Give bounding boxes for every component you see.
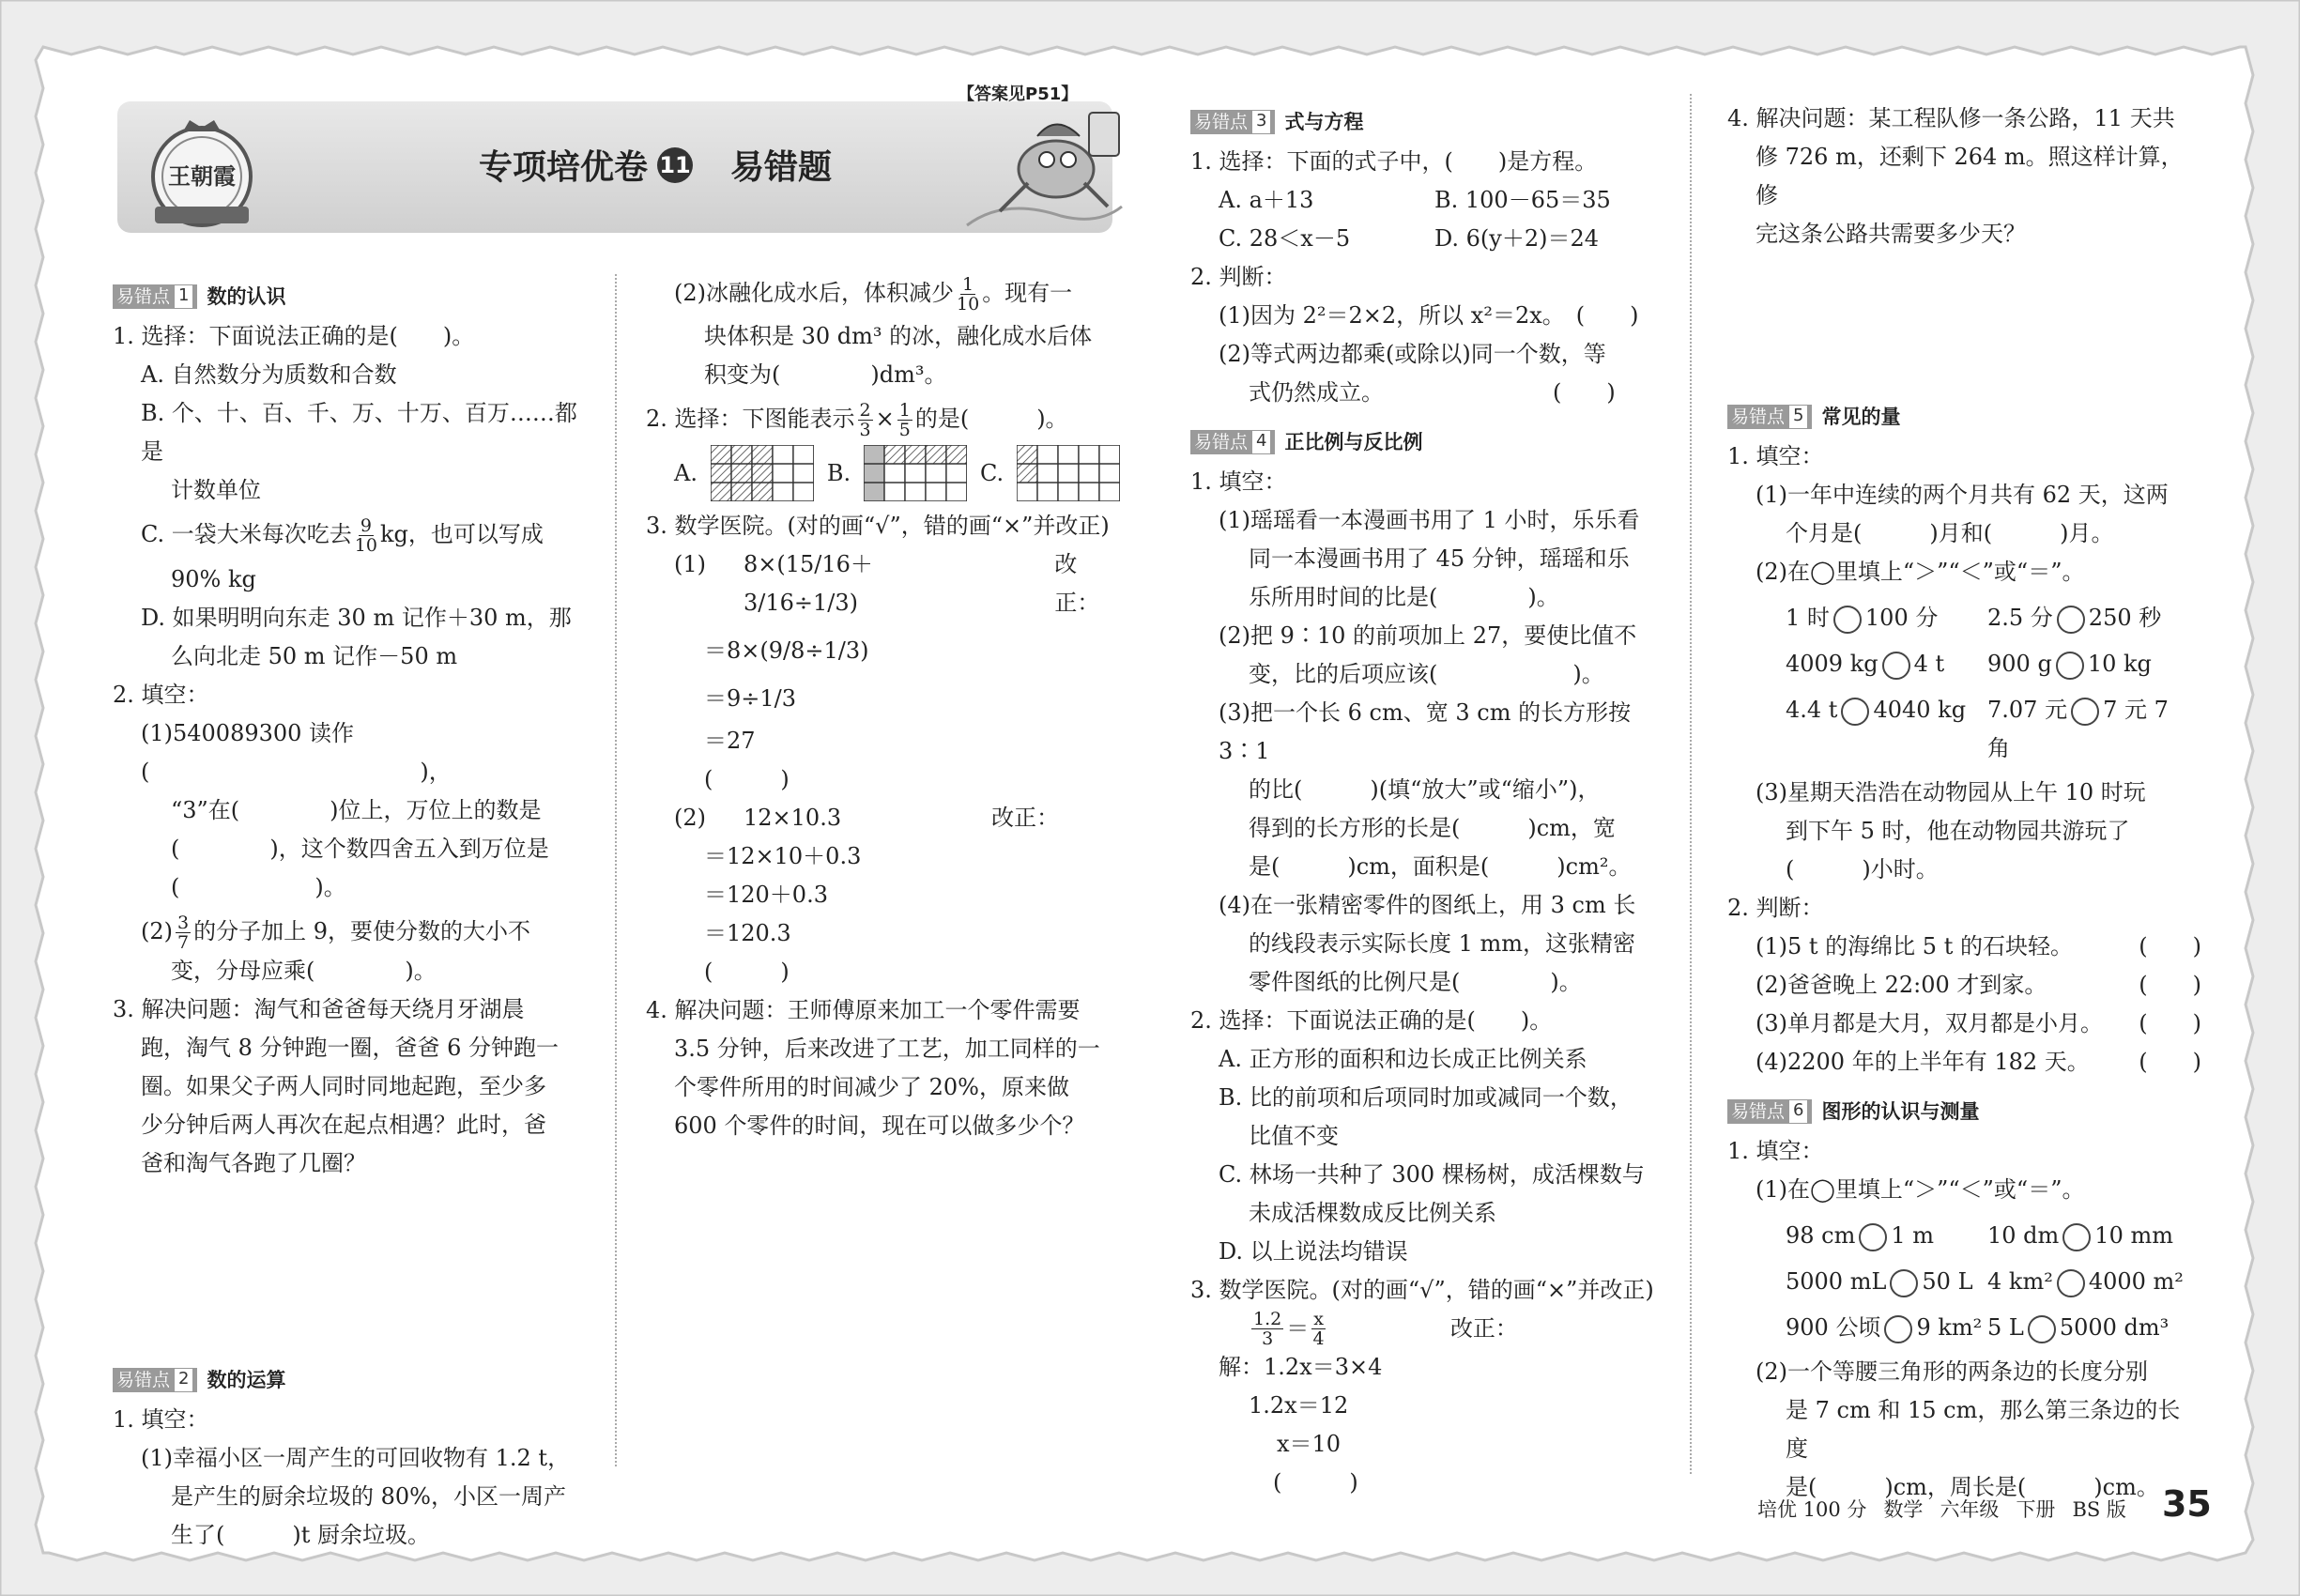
q2-1-d: ( )。 (171, 874, 346, 900)
grade: 六年级 (1940, 1498, 2000, 1521)
answer-reference: 【答案见P51】 (958, 84, 1079, 104)
q1-1-b: 个月是( )月和( )月。 (1786, 520, 2114, 546)
section-title: 式与方程 (1284, 110, 1364, 133)
q1-1: (1)幸福小区一周产生的可回收物有 1.2 t， (141, 1445, 571, 1471)
compare-circle[interactable] (2028, 1315, 2056, 1343)
q1-1: (1)瑶瑶看一本漫画书用了 1 小时，乐乐看 (1219, 507, 1640, 533)
q1-4: (4)在一张精密零件的图纸上，用 3 cm 长 (1219, 892, 1636, 918)
compare-circle[interactable] (2071, 698, 2099, 726)
question-3-line: 少分钟后两人再次在起点相遇？此时，爸 (141, 1112, 546, 1138)
q1-1-c: 生了( )t 厨余垃圾。 (171, 1522, 430, 1548)
med-2-step: ＝120.3 (704, 920, 791, 946)
question-4-line: 600 个零件的时间，现在可以做多少个？ (674, 1113, 1085, 1139)
option-c-label: C. (979, 459, 1004, 486)
question-4-line: 完这条公路共需要多少天？ (1756, 221, 2026, 247)
compare-row: 1 时 100 分 2.5 分 250 秒 (1727, 599, 2201, 637)
q1-2-b: 块体积是 30 dm³ 的冰，融化成水后体 (704, 323, 1093, 349)
option-c: C. 林场一共种了 300 棵杨树，成活棵数与 (1219, 1161, 1645, 1188)
section-4-header (1190, 423, 1664, 461)
section-title: 常见的量 (1821, 405, 1901, 428)
compare-circle[interactable] (2057, 1269, 2085, 1297)
compare-row: 4009 kg 4 t 900 g 10 kg (1727, 645, 2201, 683)
question-1: 1. 填空： (1727, 443, 1824, 469)
med-1-step: ＝27 (704, 728, 756, 754)
q1-2: (2)冰融化成水后，体积减少 $\frac{1}{10}$ 。现有一 (674, 274, 1073, 315)
question-3: 3. 解决问题：淘气和爸爸每天绕月牙湖晨 (113, 996, 525, 1022)
option-d: D. 如果明明向东走 30 m 记作＋30 m，那 (141, 605, 572, 631)
solution-step: x＝10 (1277, 1431, 1342, 1457)
question-3-line: 圈。如果父子两人同时同地起跑，至少多 (141, 1073, 546, 1099)
question-3-line: 爸和淘气各跑了几圈？ (141, 1150, 366, 1176)
title-number-badge: 11 (657, 147, 693, 183)
compare-circle[interactable] (1859, 1223, 1887, 1251)
equation-row: $\frac{1.2}{3}$ ＝ $\frac{x}{4}$ 改正： (1253, 1309, 1518, 1349)
q1-1: (1)一年中连续的两个月共有 62 天，这两 (1756, 482, 2169, 508)
judge-1: (1)因为 2²＝2×2，所以 x²＝2x。 ( ) (1219, 302, 1639, 329)
q1-2: (2)一个等腰三角形的两条边的长度分别 (1756, 1358, 2148, 1385)
q1-1: (1)在◯里填上“＞”“＜”或“＝”。 (1756, 1176, 2085, 1203)
q1-3-d: 是( )cm，面积是( )cm²。 (1249, 853, 1632, 880)
section-tag: 易错点 1 (113, 284, 197, 309)
column-divider-1 (615, 274, 617, 1466)
med-1-step: ＝8×(9/8÷1/3) (704, 637, 869, 664)
q1-3-c: ( )小时。 (1786, 856, 1939, 882)
question-1: 1. 选择：下面说法正确的是( )。 (113, 323, 475, 349)
section-3-header (1190, 103, 1664, 141)
question-4: 4. 解决问题：王师傅原来加工一个零件需要 (646, 997, 1081, 1023)
question-2: 2. 填空： (113, 682, 209, 708)
option-d-cont: 么向北走 50 m 记作－50 m (171, 643, 458, 669)
option-b-cont: 计数单位 (171, 477, 261, 503)
option-c: C. 一袋大米每次吃去 $\frac{9}{10}$ kg，也可以写成 (141, 515, 544, 556)
question-4: 4. 解决问题：某工程队修一条公路，11 天共 (1727, 105, 2175, 131)
mascot-illustration (948, 94, 1127, 235)
compare-circle[interactable] (1882, 652, 1910, 680)
q1-4-b: 的线段表示实际长度 1 mm，这张精密 (1249, 930, 1636, 957)
compare-circle[interactable] (2056, 652, 2084, 680)
compare-circle[interactable] (1890, 1269, 1918, 1297)
q1-3: (3)星期天浩浩在动物园从上午 10 时玩 (1756, 779, 2146, 806)
q2-1-b: “3”在( )位上，万位上的数是 (171, 797, 542, 823)
options-row: A. a＋13 B. 100－65＝35 (1219, 187, 1611, 213)
option-b-label: B. (826, 459, 851, 486)
question-2: 2. 选择：下图能表示 $\frac{2}{3}$ × $\frac{1}{5}$ 的是( )。 (646, 400, 1068, 440)
compare-circle[interactable] (1841, 698, 1869, 726)
page-number: 35 (2161, 1483, 2212, 1525)
med-1-step: ＝9÷1/3 (704, 685, 797, 712)
section-tag: 易错点 6 (1727, 1099, 1812, 1124)
section-2-header (113, 1361, 591, 1399)
options-row: C. 28＜x－5 D. 6(y＋2)＝24 (1219, 225, 1600, 252)
compare-row: 5000 mL 50 L 4 km² 4000 m² (1727, 1263, 2201, 1301)
q1-2-b: 变，比的后项应该( )。 (1249, 661, 1604, 687)
option-d: D. 以上说法均错误 (1219, 1238, 1408, 1265)
compare-circle[interactable] (2062, 1223, 2091, 1251)
q1-2-c: 积变为( )dm³。 (704, 361, 947, 388)
grid-figure-c (1017, 445, 1120, 501)
q2-2-b: 变，分母应乘( )。 (171, 958, 437, 984)
q1-1-c: 乐所用时间的比是( )。 (1249, 584, 1559, 610)
column-1 (113, 274, 591, 1555)
grid-figure-a (711, 445, 814, 501)
q1-4-c: 零件图纸的比例尺是( )。 (1249, 969, 1582, 995)
q1-3-b: 的比( )(填“放大”或“缩小”)， (1249, 776, 1601, 803)
section-6-header (1727, 1093, 2201, 1130)
q2-2: (2) $\frac{3}{7}$ 的分子加上 9，要使分数的大小不 (141, 913, 530, 953)
column-3 (1190, 100, 1664, 1502)
judge-2: (2)等式两边都乘(或除以)同一个数，等 (1219, 341, 1606, 367)
option-c-cont: 未成活棵数成反比例关系 (1249, 1200, 1496, 1226)
compare-circle[interactable] (1833, 606, 1862, 634)
subject: 数学 (1883, 1498, 1924, 1521)
section-title: 正比例与反比例 (1284, 430, 1423, 453)
q1-2-c: 是( )cm，周长是( )cm。 (1786, 1474, 2159, 1500)
question-1: 1. 填空： (1727, 1138, 1824, 1164)
compare-row: 98 cm 1 m 10 dm 10 mm (1727, 1217, 2201, 1255)
q1-1-b: 同一本漫画书用了 45 分钟，瑶瑶和乐 (1249, 545, 1630, 572)
q1-3-c: 得到的长方形的长是( )cm，宽 (1249, 815, 1616, 841)
page-footer (1757, 1483, 2212, 1525)
solution-step: 解：1.2x＝3×4 (1219, 1354, 1383, 1380)
judge-2: (2)爸爸晚上 22:00 才到家。 ( ) (1756, 972, 2201, 998)
section-tag: 易错点 3 (1190, 110, 1275, 134)
q1-3: (3)把一个长 6 cm、宽 3 cm 的长方形按 3∶1 (1219, 699, 1632, 764)
question-1: 1. 填空： (113, 1406, 209, 1433)
q1-3-b: 到下午 5 时，他在动物园共游玩了 (1786, 818, 2130, 844)
question-2: 2. 判断： (1190, 264, 1287, 290)
question-3-line: 跑，淘气 8 分钟跑一圈，爸爸 6 分钟跑一 (141, 1035, 560, 1061)
question-4-line: 修 726 m，还剩下 264 m。照这样计算，修 (1756, 144, 2184, 208)
compare-circle[interactable] (2057, 606, 2085, 634)
volume: 下册 (2016, 1498, 2056, 1521)
q1-2: (2)在◯里填上“＞”“＜”或“＝”。 (1756, 559, 2085, 585)
grid-figure-b (864, 445, 967, 501)
question-2: 2. 选择：下面说法正确的是( )。 (1190, 1007, 1553, 1034)
section-title: 图形的认识与测量 (1821, 1099, 1980, 1123)
fraction-figures (646, 445, 1120, 501)
logo-seal (131, 113, 272, 235)
column-4 (1727, 100, 2201, 1507)
section-tag: 易错点 5 (1727, 405, 1812, 429)
med-1-judge: ( ) (704, 766, 790, 792)
judge-1: (1)5 t 的海绵比 5 t 的石块轻。 ( ) (1756, 933, 2201, 959)
option-b-cont: 比值不变 (1249, 1123, 1339, 1149)
question-1: 1. 选择：下面的式子中，( )是方程。 (1190, 148, 1598, 175)
q2-1-c: ( )，这个数四舍五入到万位是 (171, 836, 549, 862)
title-prefix: 专项培优卷 (479, 148, 649, 187)
judge-4: (4)2200 年的上半年有 182 天。 ( ) (1756, 1049, 2201, 1075)
option-a: A. 自然数分为质数和合数 (141, 361, 397, 388)
med-1: (1) 8×(15/16＋3/16÷1/3) 改正： (674, 551, 1100, 616)
svg-text:王朝霞: 王朝霞 (168, 162, 236, 190)
section-1-header (113, 278, 591, 315)
page-title (479, 141, 832, 189)
judge-3: (3)单月都是大月，双月都是小月。 ( ) (1756, 1010, 2201, 1036)
q2-1: (1)540089300 读作( )， (141, 720, 452, 785)
option-c-cont: 90% kg (171, 566, 256, 592)
section-tag: 易错点 2 (113, 1368, 197, 1392)
section-tag: 易错点 4 (1190, 430, 1275, 454)
question-4-line: 个零件所用的时间减少了 20%，原来做 (674, 1074, 1069, 1100)
option-b: B. 比的前项和后项同时加或减同一个数， (1219, 1084, 1633, 1111)
option-a: A. 正方形的面积和边长成正比例关系 (1219, 1046, 1587, 1072)
question-2: 2. 判断： (1727, 895, 1824, 921)
section-title: 数的认识 (207, 284, 286, 308)
edition: BS 版 (2072, 1498, 2126, 1521)
compare-circle[interactable] (1884, 1315, 1912, 1343)
solution-step: 1.2x＝12 (1249, 1392, 1349, 1419)
section-title: 数的运算 (207, 1368, 286, 1391)
solution-judge: ( ) (1273, 1469, 1358, 1496)
med-2-step: ＝120＋0.3 (704, 882, 828, 908)
question-4-line: 3.5 分钟，后来改进了工艺，加工同样的一 (674, 1036, 1100, 1062)
judge-2-b: 式仍然成立。 ( ) (1249, 379, 1616, 406)
q1-2-b: 是 7 cm 和 15 cm，那么第三条边的长度 (1786, 1397, 2181, 1462)
med-2-judge: ( ) (704, 959, 790, 985)
option-b: B. 个、十、百、千、万、十万、百万……都是 (141, 400, 577, 465)
title-suffix: 易错题 (730, 148, 833, 187)
column-divider-2 (1690, 94, 1692, 1474)
med-2: (2) 12×10.3 改正： (674, 805, 1060, 831)
section-5-header (1727, 398, 2201, 436)
question-3: 3. 数学医院。(对的画“√”，错的画“×”并改正) (1190, 1277, 1654, 1303)
option-a-label: A. (674, 459, 698, 486)
compare-row: 4.4 t 4040 kg 7.07 元 7 元 7 角 (1786, 697, 2169, 761)
question-1: 1. 填空： (1190, 468, 1287, 495)
book-name: 培优 100 分 (1757, 1498, 1867, 1521)
med-2-step: ＝12×10＋0.3 (704, 843, 862, 869)
q1-2: (2)把 9∶10 的前项加上 27，要使比值不 (1219, 622, 1637, 649)
compare-row: 900 公顷 9 km² 5 L 5000 dm³ (1727, 1309, 2201, 1347)
column-2 (646, 274, 1120, 1145)
question-3: 3. 数学医院。(对的画“√”，错的画“×”并改正) (646, 513, 1110, 539)
q1-1-b: 是产生的厨余垃圾的 80%，小区一周产 (171, 1483, 566, 1510)
